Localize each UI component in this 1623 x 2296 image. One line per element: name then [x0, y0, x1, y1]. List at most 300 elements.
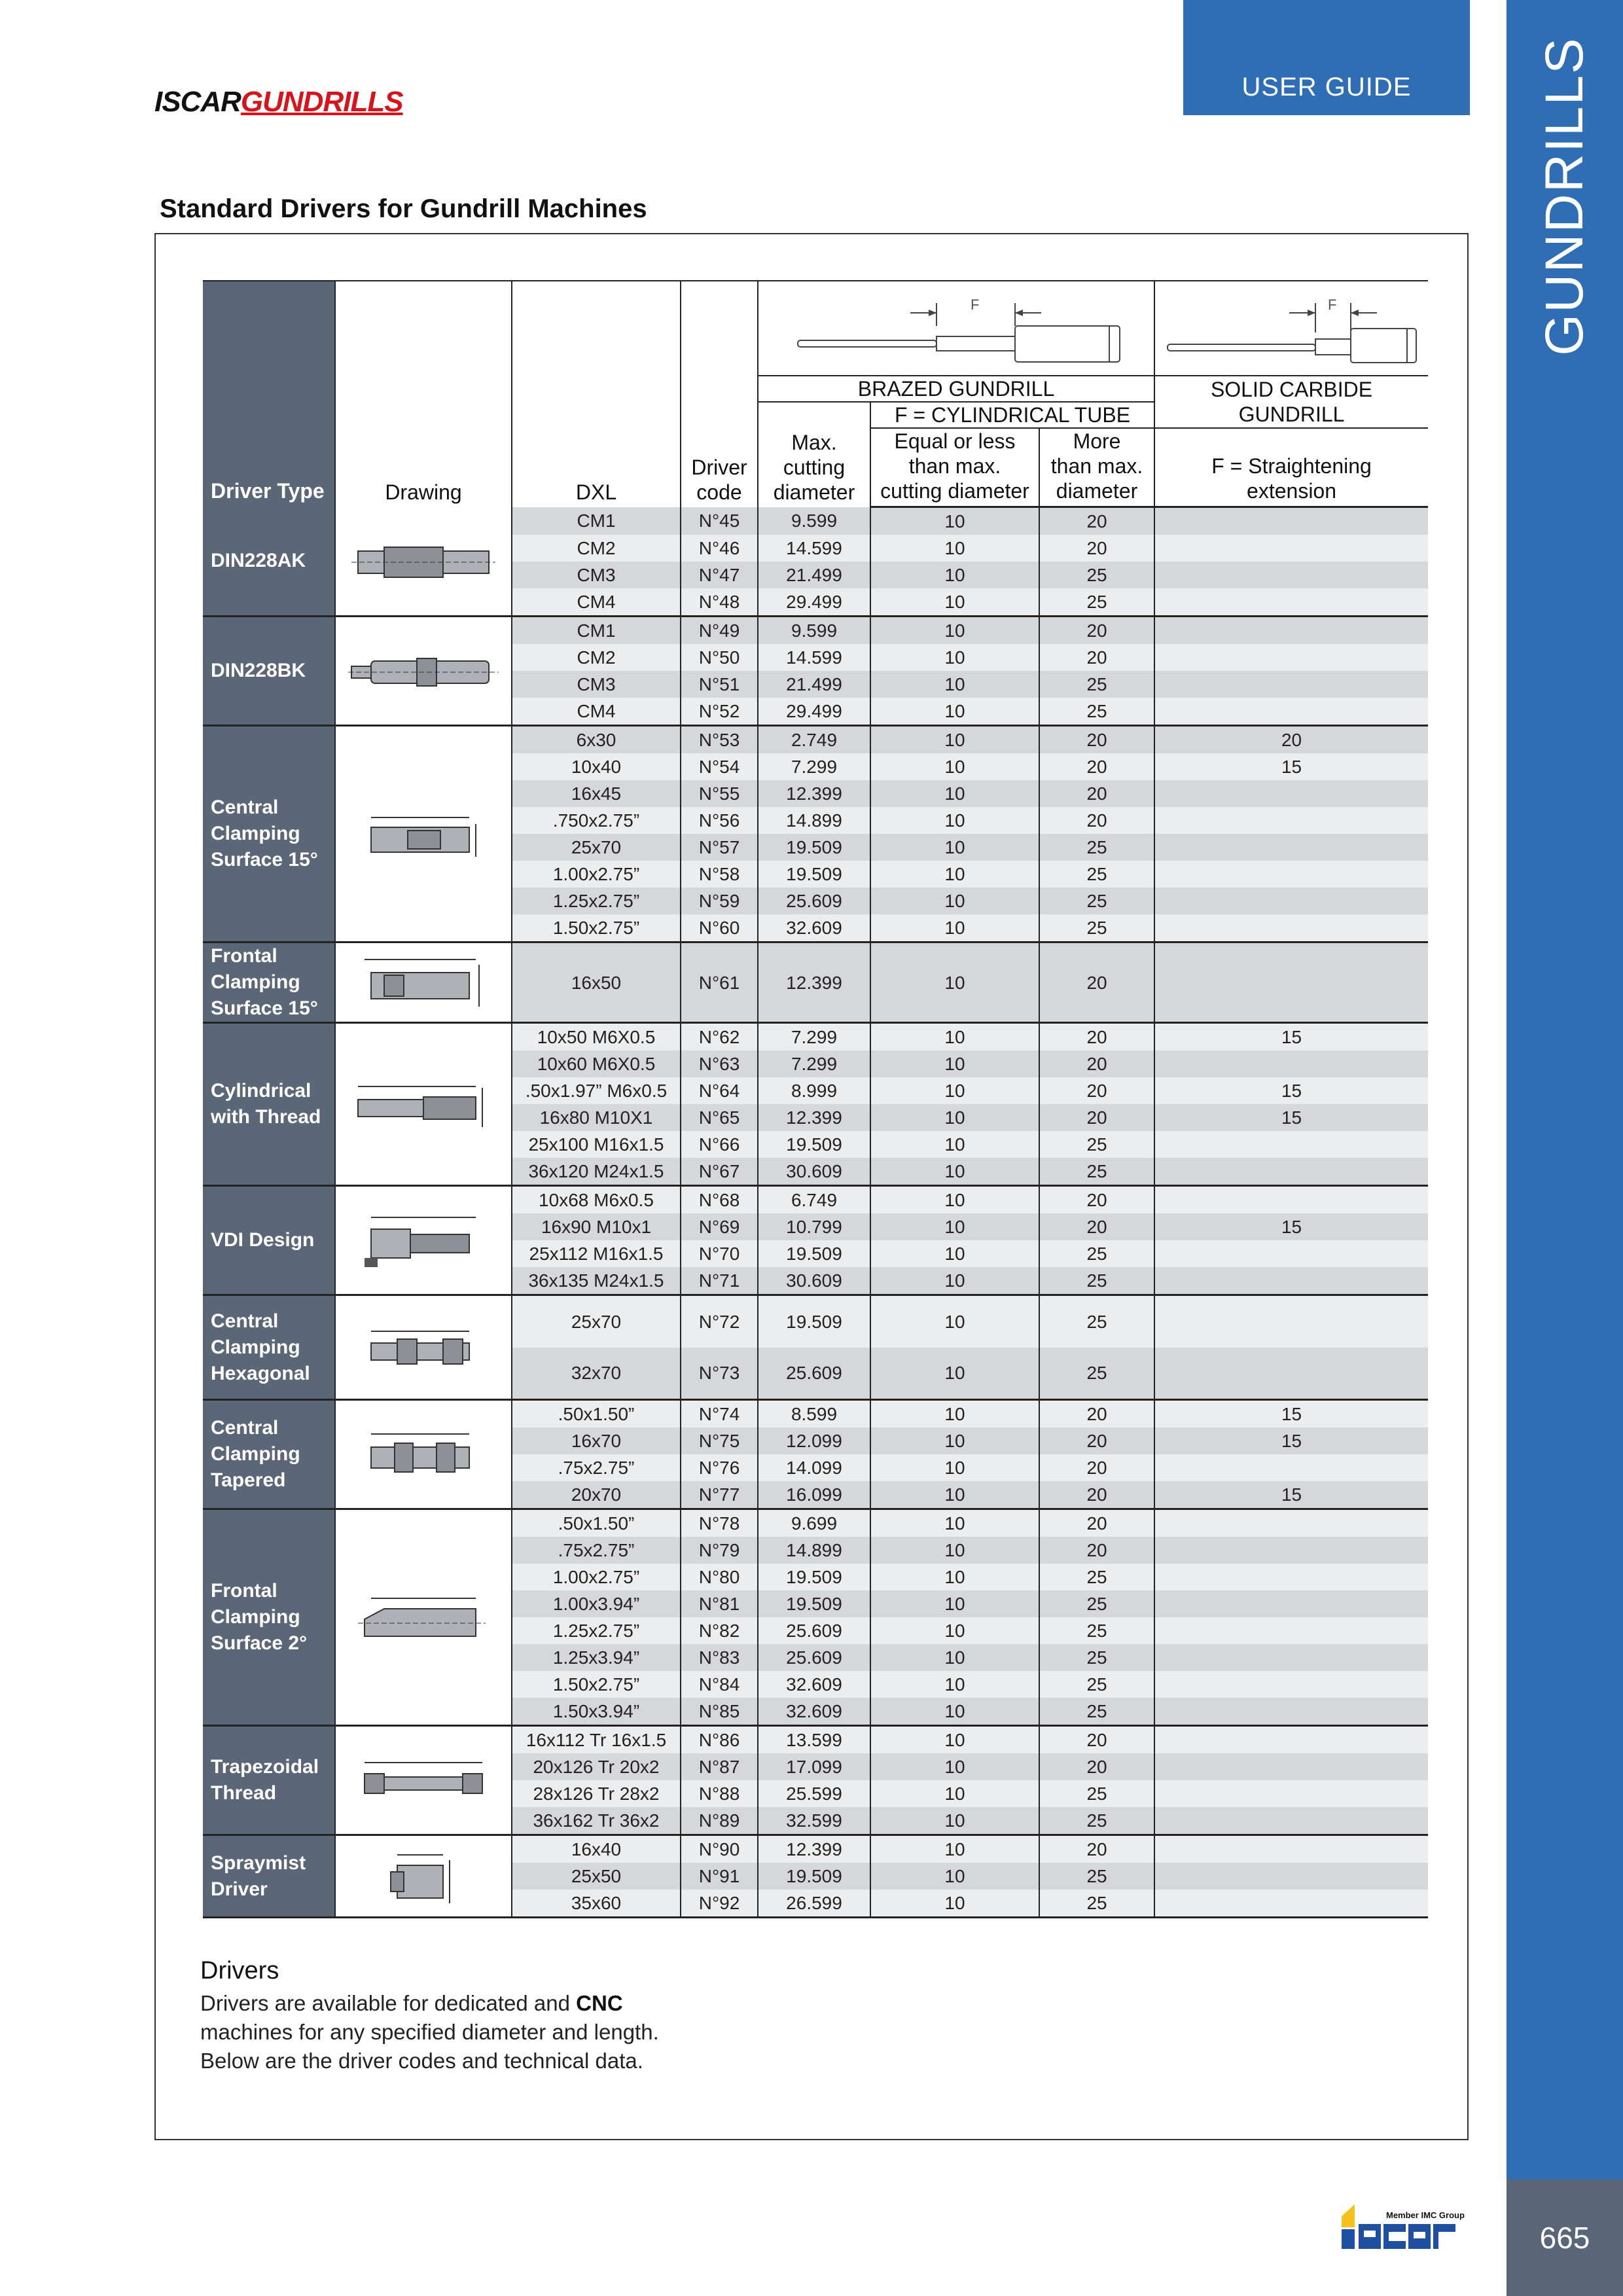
cell-code: N°61: [681, 942, 758, 1023]
header-max-cutting-diameter: [758, 402, 870, 507]
cell-more: 20: [1039, 1753, 1154, 1780]
driver-drawing-icon: [345, 1204, 502, 1276]
cell-max: 14.599: [758, 535, 870, 562]
cell-more: 20: [1039, 807, 1154, 834]
cell-more: 25: [1039, 1671, 1154, 1698]
header-solid-2: GUNDRILL: [1238, 403, 1345, 426]
cell-solid: [1154, 698, 1428, 726]
cell-solid: [1154, 644, 1428, 671]
cell-more: 20: [1039, 1835, 1154, 1863]
driver-drawing-icon: [345, 635, 502, 707]
logo-gundrills: GUNDRILLS: [240, 86, 403, 118]
cell-dxl: 25x100 M16x1.5: [512, 1131, 681, 1158]
brazed-gundrill-icon: [760, 287, 1152, 365]
cell-max: 2.749: [758, 726, 870, 754]
cell-code: N°55: [681, 780, 758, 807]
cell-solid: [1154, 1158, 1428, 1186]
cell-dxl: 1.50x2.75”: [512, 1671, 681, 1698]
cell-more: 20: [1039, 726, 1154, 754]
cell-dxl: 16x45: [512, 780, 681, 807]
cell-eq: 10: [870, 1863, 1039, 1890]
cell-dxl: 1.25x2.75”: [512, 1617, 681, 1644]
header-driver-code: [681, 281, 758, 507]
cell-solid: [1154, 1454, 1428, 1481]
header-driver-code-2: code: [696, 480, 742, 504]
table-row: [203, 1509, 1428, 1537]
cell-max: 6.749: [758, 1186, 870, 1214]
cell-eq: 10: [870, 726, 1039, 754]
cell-more: 20: [1039, 753, 1154, 780]
cell-dxl: 1.00x3.94”: [512, 1590, 681, 1617]
cell-max: 32.599: [758, 1807, 870, 1835]
cell-code: N°73: [681, 1348, 758, 1400]
cell-max: 32.609: [758, 1698, 870, 1726]
cell-solid: [1154, 1131, 1428, 1158]
cell-code: N°56: [681, 807, 758, 834]
page-number: 665: [1507, 2179, 1623, 2296]
driver-drawing-icon: [345, 1068, 502, 1140]
cell-max: 29.499: [758, 698, 870, 726]
iscar-imc-logo-icon: [1335, 2198, 1472, 2257]
solid-carbide-diagram: [1154, 281, 1428, 376]
cell-code: N°86: [681, 1726, 758, 1754]
cell-solid: [1154, 507, 1428, 535]
cell-solid: [1154, 1644, 1428, 1671]
cell-code: N°90: [681, 1835, 758, 1863]
cell-more: 25: [1039, 1564, 1154, 1590]
cell-eq: 10: [870, 507, 1039, 535]
cell-solid: [1154, 1590, 1428, 1617]
cell-more: 20: [1039, 1454, 1154, 1481]
cell-code: N°45: [681, 507, 758, 535]
table-row: [203, 1726, 1428, 1754]
cell-dxl: 1.50x2.75”: [512, 914, 681, 942]
header-more-2: than max.: [1050, 454, 1143, 478]
cell-max: 9.599: [758, 617, 870, 645]
cell-solid: [1154, 1807, 1428, 1835]
cell-solid: [1154, 1564, 1428, 1590]
cell-max: 25.599: [758, 1780, 870, 1807]
cell-eq: 10: [870, 1671, 1039, 1698]
driver-drawing-cell: [335, 1023, 512, 1186]
cell-dxl: 20x70: [512, 1481, 681, 1509]
cell-eq: 10: [870, 834, 1039, 861]
header-max-2: cutting: [783, 455, 846, 479]
driver-type-cell: Spraymist Driver: [203, 1835, 335, 1918]
cell-dxl: 6x30: [512, 726, 681, 754]
cell-dxl: .750x2.75”: [512, 807, 681, 834]
cell-eq: 10: [870, 644, 1039, 671]
cell-code: N°78: [681, 1509, 758, 1537]
cell-dxl: CM2: [512, 535, 681, 562]
cell-code: N°53: [681, 726, 758, 754]
cell-code: N°54: [681, 753, 758, 780]
cell-max: 12.399: [758, 942, 870, 1023]
cell-code: N°60: [681, 914, 758, 942]
cell-more: 25: [1039, 1617, 1154, 1644]
cell-max: 7.299: [758, 1023, 870, 1051]
cell-dxl: 36x120 M24x1.5: [512, 1158, 681, 1186]
cell-more: 25: [1039, 1780, 1154, 1807]
driver-type-cell: Central Clamping Surface 15°: [203, 726, 335, 942]
header-cylindrical-tube: F = CYLINDRICAL TUBE: [870, 402, 1154, 428]
cell-more: 20: [1039, 1023, 1154, 1051]
cell-solid: 15: [1154, 1023, 1428, 1051]
cell-solid: [1154, 1753, 1428, 1780]
cell-max: 19.509: [758, 1564, 870, 1590]
cell-solid: [1154, 807, 1428, 834]
driver-drawing-icon: [345, 1581, 502, 1653]
cell-solid: 15: [1154, 1427, 1428, 1454]
solid-f-label: F: [1327, 296, 1336, 313]
cell-solid: [1154, 834, 1428, 861]
cell-max: 14.599: [758, 644, 870, 671]
cell-code: N°76: [681, 1454, 758, 1481]
cell-more: 25: [1039, 1131, 1154, 1158]
driver-type-cell: Central Clamping Hexagonal: [203, 1295, 335, 1400]
header-equal-2: than max.: [908, 454, 1001, 478]
cell-code: N°46: [681, 535, 758, 562]
cell-code: N°79: [681, 1537, 758, 1564]
cell-eq: 10: [870, 1481, 1039, 1509]
cell-code: N°70: [681, 1240, 758, 1267]
cell-max: 19.509: [758, 1240, 870, 1267]
cell-eq: 10: [870, 1537, 1039, 1564]
cell-dxl: .50x1.50”: [512, 1400, 681, 1428]
header-equal-3: cutting diameter: [880, 479, 1029, 503]
cell-more: 20: [1039, 1213, 1154, 1240]
cell-max: 25.609: [758, 888, 870, 914]
cell-solid: [1154, 942, 1428, 1023]
cell-dxl: 10x60 M6X0.5: [512, 1050, 681, 1077]
cell-dxl: .50x1.97” M6x0.5: [512, 1077, 681, 1104]
cell-solid: 20: [1154, 726, 1428, 754]
cell-eq: 10: [870, 1564, 1039, 1590]
header-drawing: Drawing: [335, 281, 512, 507]
cell-eq: 10: [870, 1890, 1039, 1918]
cell-more: 20: [1039, 1077, 1154, 1104]
driver-drawing-cell: [335, 726, 512, 942]
cell-eq: 10: [870, 1131, 1039, 1158]
cell-code: N°72: [681, 1295, 758, 1348]
cell-eq: 10: [870, 588, 1039, 617]
cell-dxl: CM1: [512, 507, 681, 535]
cell-solid: [1154, 1348, 1428, 1400]
cell-dxl: 16x70: [512, 1427, 681, 1454]
cell-max: 17.099: [758, 1753, 870, 1780]
cell-solid: [1154, 1698, 1428, 1726]
cell-eq: 10: [870, 1186, 1039, 1214]
cell-more: 20: [1039, 1186, 1154, 1214]
cell-code: N°47: [681, 562, 758, 588]
cell-dxl: 16x90 M10x1: [512, 1213, 681, 1240]
cell-more: 25: [1039, 1644, 1154, 1671]
driver-drawing-cell: [335, 1295, 512, 1400]
cell-max: 8.999: [758, 1077, 870, 1104]
cell-eq: 10: [870, 1590, 1039, 1617]
cell-max: 19.509: [758, 1131, 870, 1158]
cell-solid: 15: [1154, 1481, 1428, 1509]
cell-more: 20: [1039, 617, 1154, 645]
cell-max: 30.609: [758, 1267, 870, 1295]
cell-more: 25: [1039, 1807, 1154, 1835]
cell-code: N°87: [681, 1753, 758, 1780]
cell-solid: [1154, 1890, 1428, 1918]
cell-max: 14.899: [758, 807, 870, 834]
cell-code: N°80: [681, 1564, 758, 1590]
cell-code: N°52: [681, 698, 758, 726]
cell-max: 12.099: [758, 1427, 870, 1454]
driver-drawing-cell: [335, 1186, 512, 1295]
cell-more: 20: [1039, 644, 1154, 671]
cell-dxl: 16x80 M10X1: [512, 1104, 681, 1131]
cell-solid: [1154, 861, 1428, 888]
cell-solid: 15: [1154, 1104, 1428, 1131]
driver-drawing-cell: [335, 507, 512, 617]
cell-eq: 10: [870, 1427, 1039, 1454]
cell-max: 29.499: [758, 588, 870, 617]
cell-max: 25.609: [758, 1644, 870, 1671]
cell-code: N°66: [681, 1131, 758, 1158]
cell-code: N°71: [681, 1267, 758, 1295]
table-row: [203, 726, 1428, 754]
driver-drawing-cell: [335, 1400, 512, 1509]
driver-drawing-cell: [335, 1509, 512, 1726]
imc-member-text: Member IMC Group: [1386, 2210, 1465, 2220]
cell-solid: [1154, 1671, 1428, 1698]
cell-dxl: 35x60: [512, 1890, 681, 1918]
cell-dxl: 25x112 M16x1.5: [512, 1240, 681, 1267]
cell-max: 16.099: [758, 1481, 870, 1509]
cell-more: 25: [1039, 562, 1154, 588]
cell-code: N°68: [681, 1186, 758, 1214]
cell-more: 20: [1039, 1400, 1154, 1428]
cell-eq: 10: [870, 1835, 1039, 1863]
table-row: [203, 617, 1428, 645]
table-row: [203, 942, 1428, 1023]
header-more-1: More: [1073, 429, 1121, 453]
driver-drawing-icon: [345, 946, 502, 1018]
side-label: GUNDRILLS: [1535, 37, 1594, 356]
cell-eq: 10: [870, 753, 1039, 780]
cell-more: 25: [1039, 888, 1154, 914]
cell-eq: 10: [870, 1726, 1039, 1754]
user-guide-tab: [1183, 0, 1470, 115]
brazed-gundrill-diagram: [758, 281, 1154, 376]
cell-dxl: CM1: [512, 617, 681, 645]
cell-code: N°48: [681, 588, 758, 617]
driver-drawing-icon: [345, 1418, 502, 1490]
cell-eq: 10: [870, 888, 1039, 914]
cell-max: 12.399: [758, 1104, 870, 1131]
cell-dxl: 36x135 M24x1.5: [512, 1267, 681, 1295]
cell-code: N°83: [681, 1644, 758, 1671]
drivers-line2: machines for any specified diameter and length.: [200, 2020, 659, 2044]
cell-code: N°58: [681, 861, 758, 888]
cell-code: N°77: [681, 1481, 758, 1509]
cell-more: 20: [1039, 1537, 1154, 1564]
cell-eq: 10: [870, 1240, 1039, 1267]
cell-max: 10.799: [758, 1213, 870, 1240]
cell-solid: [1154, 588, 1428, 617]
cell-more: 20: [1039, 780, 1154, 807]
cell-more: 20: [1039, 1509, 1154, 1537]
cell-code: N°69: [681, 1213, 758, 1240]
cell-solid: [1154, 1835, 1428, 1863]
table-row: [203, 1023, 1428, 1051]
cell-more: 25: [1039, 588, 1154, 617]
drivers-heading: Drivers: [200, 1957, 279, 1984]
cell-solid: [1154, 1509, 1428, 1537]
header-max-3: diameter: [773, 480, 855, 504]
cell-eq: 10: [870, 1023, 1039, 1051]
cell-solid: [1154, 780, 1428, 807]
cell-dxl: 25x70: [512, 834, 681, 861]
cell-more: 25: [1039, 861, 1154, 888]
cell-dxl: 28x126 Tr 28x2: [512, 1780, 681, 1807]
header-solid-1: SOLID CARBIDE: [1210, 378, 1373, 401]
cell-solid: 15: [1154, 1077, 1428, 1104]
cell-max: 12.399: [758, 780, 870, 807]
cell-dxl: 25x50: [512, 1863, 681, 1890]
cell-solid: [1154, 1186, 1428, 1214]
drivers-text: [200, 1989, 789, 2075]
cell-more: 25: [1039, 834, 1154, 861]
cell-dxl: 20x126 Tr 20x2: [512, 1753, 681, 1780]
cell-dxl: 16x50: [512, 942, 681, 1023]
cell-dxl: .75x2.75”: [512, 1454, 681, 1481]
table-row: [203, 1400, 1428, 1428]
cell-solid: [1154, 914, 1428, 942]
cell-eq: 10: [870, 1077, 1039, 1104]
cell-code: N°88: [681, 1780, 758, 1807]
cell-max: 21.499: [758, 671, 870, 698]
cell-dxl: .50x1.50”: [512, 1509, 681, 1537]
cell-eq: 10: [870, 780, 1039, 807]
header-driver-type: Driver Type: [203, 281, 335, 507]
cell-more: 25: [1039, 1890, 1154, 1918]
cell-dxl: CM3: [512, 562, 681, 588]
cell-max: 13.599: [758, 1726, 870, 1754]
driver-drawing-cell: [335, 617, 512, 726]
cell-dxl: 16x40: [512, 1835, 681, 1863]
cell-solid: [1154, 1780, 1428, 1807]
cell-more: 20: [1039, 1050, 1154, 1077]
cell-eq: 10: [870, 1698, 1039, 1726]
cell-max: 14.099: [758, 1454, 870, 1481]
header-straight-1: F = Straightening: [1211, 454, 1372, 478]
cell-dxl: CM3: [512, 671, 681, 698]
cell-more: 20: [1039, 1726, 1154, 1754]
cell-dxl: 10x40: [512, 753, 681, 780]
cell-eq: 10: [870, 1050, 1039, 1077]
cell-solid: [1154, 671, 1428, 698]
cell-eq: 10: [870, 617, 1039, 645]
cell-more: 25: [1039, 1348, 1154, 1400]
cell-solid: [1154, 1617, 1428, 1644]
driver-drawing-icon: [345, 1312, 502, 1384]
cell-dxl: 1.00x2.75”: [512, 1564, 681, 1590]
cell-eq: 10: [870, 1617, 1039, 1644]
cell-code: N°65: [681, 1104, 758, 1131]
drivers-table-body: [203, 507, 1428, 1918]
cell-solid: [1154, 535, 1428, 562]
cell-more: 20: [1039, 1427, 1154, 1454]
cell-dxl: 1.25x2.75”: [512, 888, 681, 914]
cell-solid: [1154, 1050, 1428, 1077]
cell-solid: [1154, 1295, 1428, 1348]
cell-more: 25: [1039, 698, 1154, 726]
cell-dxl: 25x70: [512, 1295, 681, 1348]
drivers-note: [200, 1957, 789, 2075]
driver-drawing-icon: [345, 1744, 502, 1816]
cell-solid: 15: [1154, 1213, 1428, 1240]
table-row: [203, 507, 1428, 535]
driver-type-cell: VDI Design: [203, 1186, 335, 1295]
cell-more: 25: [1039, 1158, 1154, 1186]
driver-type-cell: Frontal Clamping Surface 2°: [203, 1509, 335, 1726]
cell-more: 25: [1039, 1267, 1154, 1295]
cell-code: N°62: [681, 1023, 758, 1051]
iscar-gundrills-logo: [154, 88, 403, 117]
cell-dxl: CM4: [512, 698, 681, 726]
cell-solid: [1154, 1537, 1428, 1564]
cell-code: N°92: [681, 1890, 758, 1918]
cell-more: 20: [1039, 1481, 1154, 1509]
cell-code: N°74: [681, 1400, 758, 1428]
cell-code: N°84: [681, 1671, 758, 1698]
cell-max: 25.609: [758, 1617, 870, 1644]
cell-eq: 10: [870, 671, 1039, 698]
cell-eq: 10: [870, 1753, 1039, 1780]
cell-max: 7.299: [758, 1050, 870, 1077]
cell-code: N°85: [681, 1698, 758, 1726]
cell-max: 8.599: [758, 1400, 870, 1428]
cell-max: 19.509: [758, 1590, 870, 1617]
header-straightening-extension: [1154, 428, 1428, 507]
cell-solid: [1154, 1267, 1428, 1295]
cell-dxl: .75x2.75”: [512, 1537, 681, 1564]
cell-code: N°50: [681, 644, 758, 671]
cell-dxl: 10x50 M6X0.5: [512, 1023, 681, 1051]
cell-code: N°59: [681, 888, 758, 914]
driver-type-cell: Central Clamping Tapered: [203, 1400, 335, 1509]
cell-eq: 10: [870, 1348, 1039, 1400]
cell-max: 26.599: [758, 1890, 870, 1918]
driver-drawing-cell: [335, 1726, 512, 1835]
header-driver-code-1: Driver: [691, 455, 747, 479]
cell-solid: [1154, 1726, 1428, 1754]
cell-code: N°57: [681, 834, 758, 861]
page-title: Standard Drivers for Gundrill Machines: [160, 194, 647, 223]
cell-code: N°82: [681, 1617, 758, 1644]
cell-max: 25.609: [758, 1348, 870, 1400]
cell-dxl: 32x70: [512, 1348, 681, 1400]
cell-eq: 10: [870, 698, 1039, 726]
cell-dxl: 1.00x2.75”: [512, 861, 681, 888]
driver-type-cell: DIN228BK: [203, 617, 335, 726]
logo-iscar: ISCAR: [154, 86, 241, 118]
cell-dxl: 16x112 Tr 16x1.5: [512, 1726, 681, 1754]
drivers-line3: Below are the driver codes and technical data.: [200, 2049, 643, 2073]
cell-eq: 10: [870, 562, 1039, 588]
cell-code: N°75: [681, 1427, 758, 1454]
cell-dxl: 10x68 M6x0.5: [512, 1186, 681, 1214]
cell-max: 12.399: [758, 1835, 870, 1863]
cell-max: 32.609: [758, 1671, 870, 1698]
driver-drawing-cell: [335, 942, 512, 1023]
cell-more: 25: [1039, 1240, 1154, 1267]
